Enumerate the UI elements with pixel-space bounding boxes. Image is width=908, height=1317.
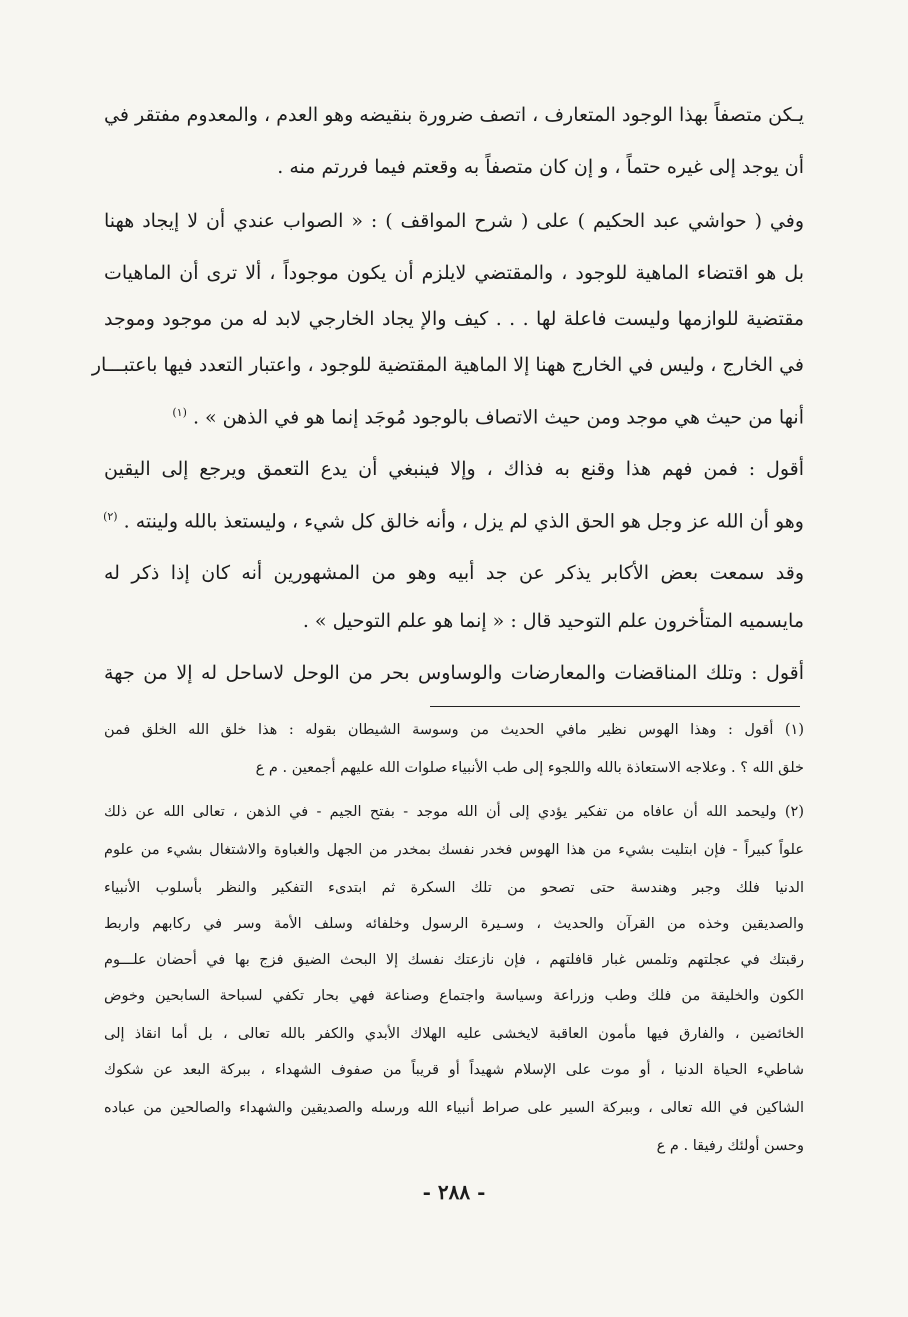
footnote-marker-1[interactable]: (١) bbox=[172, 406, 187, 419]
footnote-line: الخائضين ، والفارق فيها مأمون العاقبة لايخشى عليه الهلاك الأبدي والكفر بالله تعالى ، بل أما انقاذ إلى bbox=[104, 1026, 804, 1042]
text-line: في الخارج ، وليس في الخارج ههنا إلا الماهية المقتضية للوجود ، واعتبار التعدد فيها باعتبـــار bbox=[91, 354, 804, 376]
footnote-line: والصديقين وخذه من القرآن والحديث ، وسـيرة الرسول وخلفائه وسلف الأمة وسر في ركابهم واربط bbox=[104, 916, 804, 932]
footnote-line: الشاكين في الله تعالى ، وببركة السير على صراط أنبياء الله ورسله والصديقين والشهداء والصالحين من عباده bbox=[104, 1100, 804, 1116]
text-line: بل هو اقتضاء الماهية للوجود ، والمقتضي لايلزم أن يكون موجوداً ، ألا ترى أن الماهيات bbox=[104, 262, 804, 284]
text-line: وقد سمعت بعض الأكابر يذكر عن جد أبيه وهو من المشهورين أنه كان إذا ذكر له bbox=[104, 562, 804, 584]
text-line: مقتضية للوازمها وليست فاعلة لها . . . كيف والإ يجاد الخارجي لابد له من موجود وموجد bbox=[104, 308, 804, 330]
footnote-line: وحسن أولئك رفيقا . م ع bbox=[656, 1138, 804, 1154]
text-line: مايسميه المتأخرون علم التوحيد قال : « إنما هو علم التوحيل » . bbox=[302, 610, 804, 632]
text-line: أقول : فمن فهم هذا وقنع به فذاك ، وإلا فينبغي أن يدع التعمق ويرجع إلى اليقين bbox=[104, 458, 804, 480]
footnote-line: (٢) وليحمد الله أن عافاه من تفكير يؤدي إلى أن الله موجد - بفتح الجيم - في الذهن ، تعالى الله عن ذلك bbox=[104, 804, 804, 820]
text-line: أقول : وتلك المناقضات والمعارضات والوساوس بحر من الوحل لاساحل له إلا من جهة bbox=[104, 662, 804, 684]
footnote-line: علواً كبيراً - فإن ابتليت بشيء من هذا الهوس فخدر نفسك بمخدر من الجهل والغباوة والاشتغال بشيء من علوم bbox=[104, 842, 804, 858]
text-line: وفي ( حواشي عبد الحكيم ) على ( شرح المواقف ) : « الصواب عندي أن لا إيجاد ههنا bbox=[104, 210, 804, 232]
quote-line-text: أنها من حيث هي موجد ومن حيث الاتصاف بالوجود مُوجَد إنما هو في الذهن » . bbox=[192, 406, 804, 429]
footnote-line: الدنيا فلك وجبر وهندسة حتى تصحو من تلك السكرة ثم ابتدىء التفكير والنظر بأسلوب الأنبياء bbox=[104, 880, 804, 896]
footnotes bbox=[91, 0, 804, 1170]
text-line: أن يوجد إلى غيره حتماً ، و إن كان متصفاً به وقعتم فيما فررتم منه . bbox=[277, 156, 804, 178]
page-number: - ٢٨٨ - bbox=[422, 1180, 486, 1204]
footnote-line: رقبتك في عجلتهم وتلمس غبار قافلتهم ، فإن نازعتك نفسك إلا البحث الضيق فزج بها في أحضان علـــوم bbox=[104, 952, 804, 968]
text-line: يـكن متصفاً بهذا الوجود المتعارف ، اتصف ضرورة بنقيضه وهو العدم ، والمعدوم مفتقر في bbox=[104, 104, 804, 126]
footnote-line: الكون والخليقة من فلك وطب وزراعة وسياسة واجتماع وصناعة فهي بحار تكفي لسباحة السابحين وخوض bbox=[104, 988, 804, 1004]
footnote-line: شاطيء الحياة الدنيا ، أو موت على الإسلام شهيداً أو قريباً من صفوف الشهداء ، ببركة البعد عن شكوك bbox=[104, 1062, 804, 1078]
footnote-line: خلق الله ؟ . وعلاجه الاستعاذة بالله واللجوء إلى طب الأنبياء صلوات الله عليهم أجمعين . م ع bbox=[255, 760, 804, 776]
text-line-content: وهو أن الله عز وجل هو الحق الذي لم يزل ، وأنه خالق كل شيء ، وليستعذ بالله ولينته . bbox=[123, 510, 804, 533]
footnote-marker-2[interactable]: (٢) bbox=[103, 510, 118, 523]
footnote-line: (١) أقول : وهذا الهوس نظير مافي الحديث من وسوسة الشيطان بقوله : هذا خلق الله الخلق فمن bbox=[104, 722, 804, 738]
